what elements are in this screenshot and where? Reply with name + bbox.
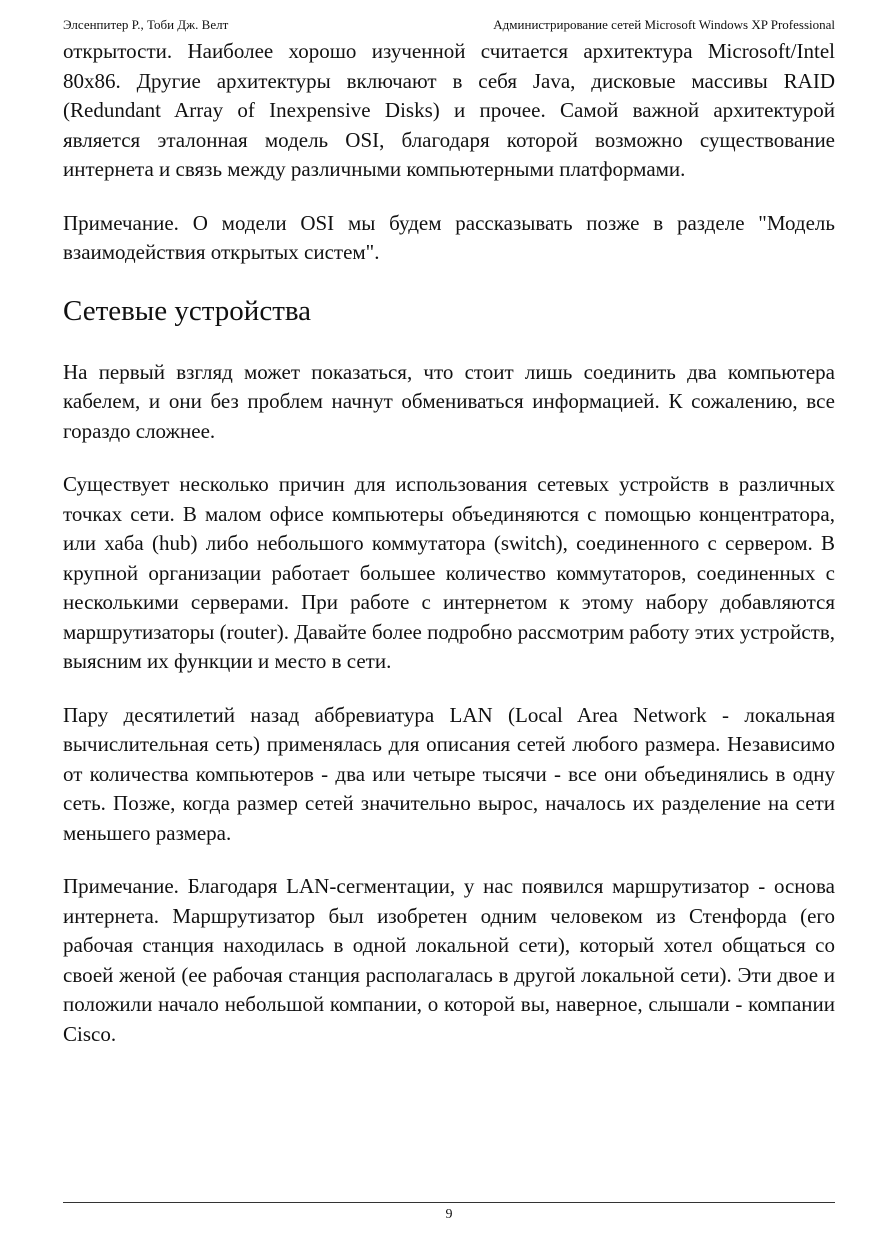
paragraph-note-osi: Примечание. О модели OSI мы будем рассказывать позже в разделе "Модель взаимодействия открытых систем". xyxy=(63,210,835,264)
header-book-title: Администрирование сетей Microsoft Windows XP Professional xyxy=(493,17,835,32)
page-body xyxy=(63,37,835,1073)
running-header xyxy=(63,15,835,35)
paragraph-lan: Пару десятилетий назад аббревиатура LAN (Local Area Network - локальная вычислительная сеть) применялась для описания сетей любого размера. Независимо от количества компьютеров - два или четыре тысячи - все они объединялись в одну сеть. Позже, когда размер сетей значительно вырос, началось их разделение на сети меньшего размера. xyxy=(63,702,835,845)
section-heading: Сетевые устройства xyxy=(63,294,312,327)
footer-divider xyxy=(63,1202,835,1203)
paragraph-note-router: Примечание. Благодаря LAN-сегментации, у нас появился маршрутизатор - основа интернета. Маршрутизатор был изобретен одним человеком из Стенфорда (его рабочая станция находилась в одной локальной сети), который хотел общаться со своей женой (ее рабочая станция располагалась в другой локальной сети). Эти двое и положили начало небольшой компании, о которой вы, наверное, слышали - компании Cisco. xyxy=(63,874,835,1046)
paragraph-architecture: открытости. Наиболее хорошо изученной считается архитектура Microsoft/Intel 80x86. Другие архитектуры включают в себя Java, дисковые массивы RAID (Redundant Array of Inexpensive Disks) и прочее. Самой важной архитектурой является эталонная модель OSI, благодаря которой возможно существование интернета и связь между различными компьютерными платформами. xyxy=(63,39,835,181)
paragraph-devices: Существует несколько причин для использования сетевых устройств в различных точках сети. В малом офисе компьютеры объединяются с помощью концентратора, или хаба (hub) либо небольшого коммутатора (switch), соединенного с сервером. В крупной организации работает большее количество коммутаторов, соединенных с несколькими серверами. При работе с интернетом к этому набору добавляются маршрутизаторы (router). Давайте более подробно рассмотрим работу этих устройств, выясним их функции и место в сети. xyxy=(63,472,835,673)
header-authors: Элсенпитер Р., Тоби Дж. Велт xyxy=(63,17,229,32)
page-number: 9 xyxy=(445,1207,453,1222)
paragraph-intro: На первый взгляд может показаться, что стоит лишь соединить два компьютера кабелем, и они без проблем начнут обмениваться информацией. К сожалению, все гораздо сложнее. xyxy=(63,359,835,443)
